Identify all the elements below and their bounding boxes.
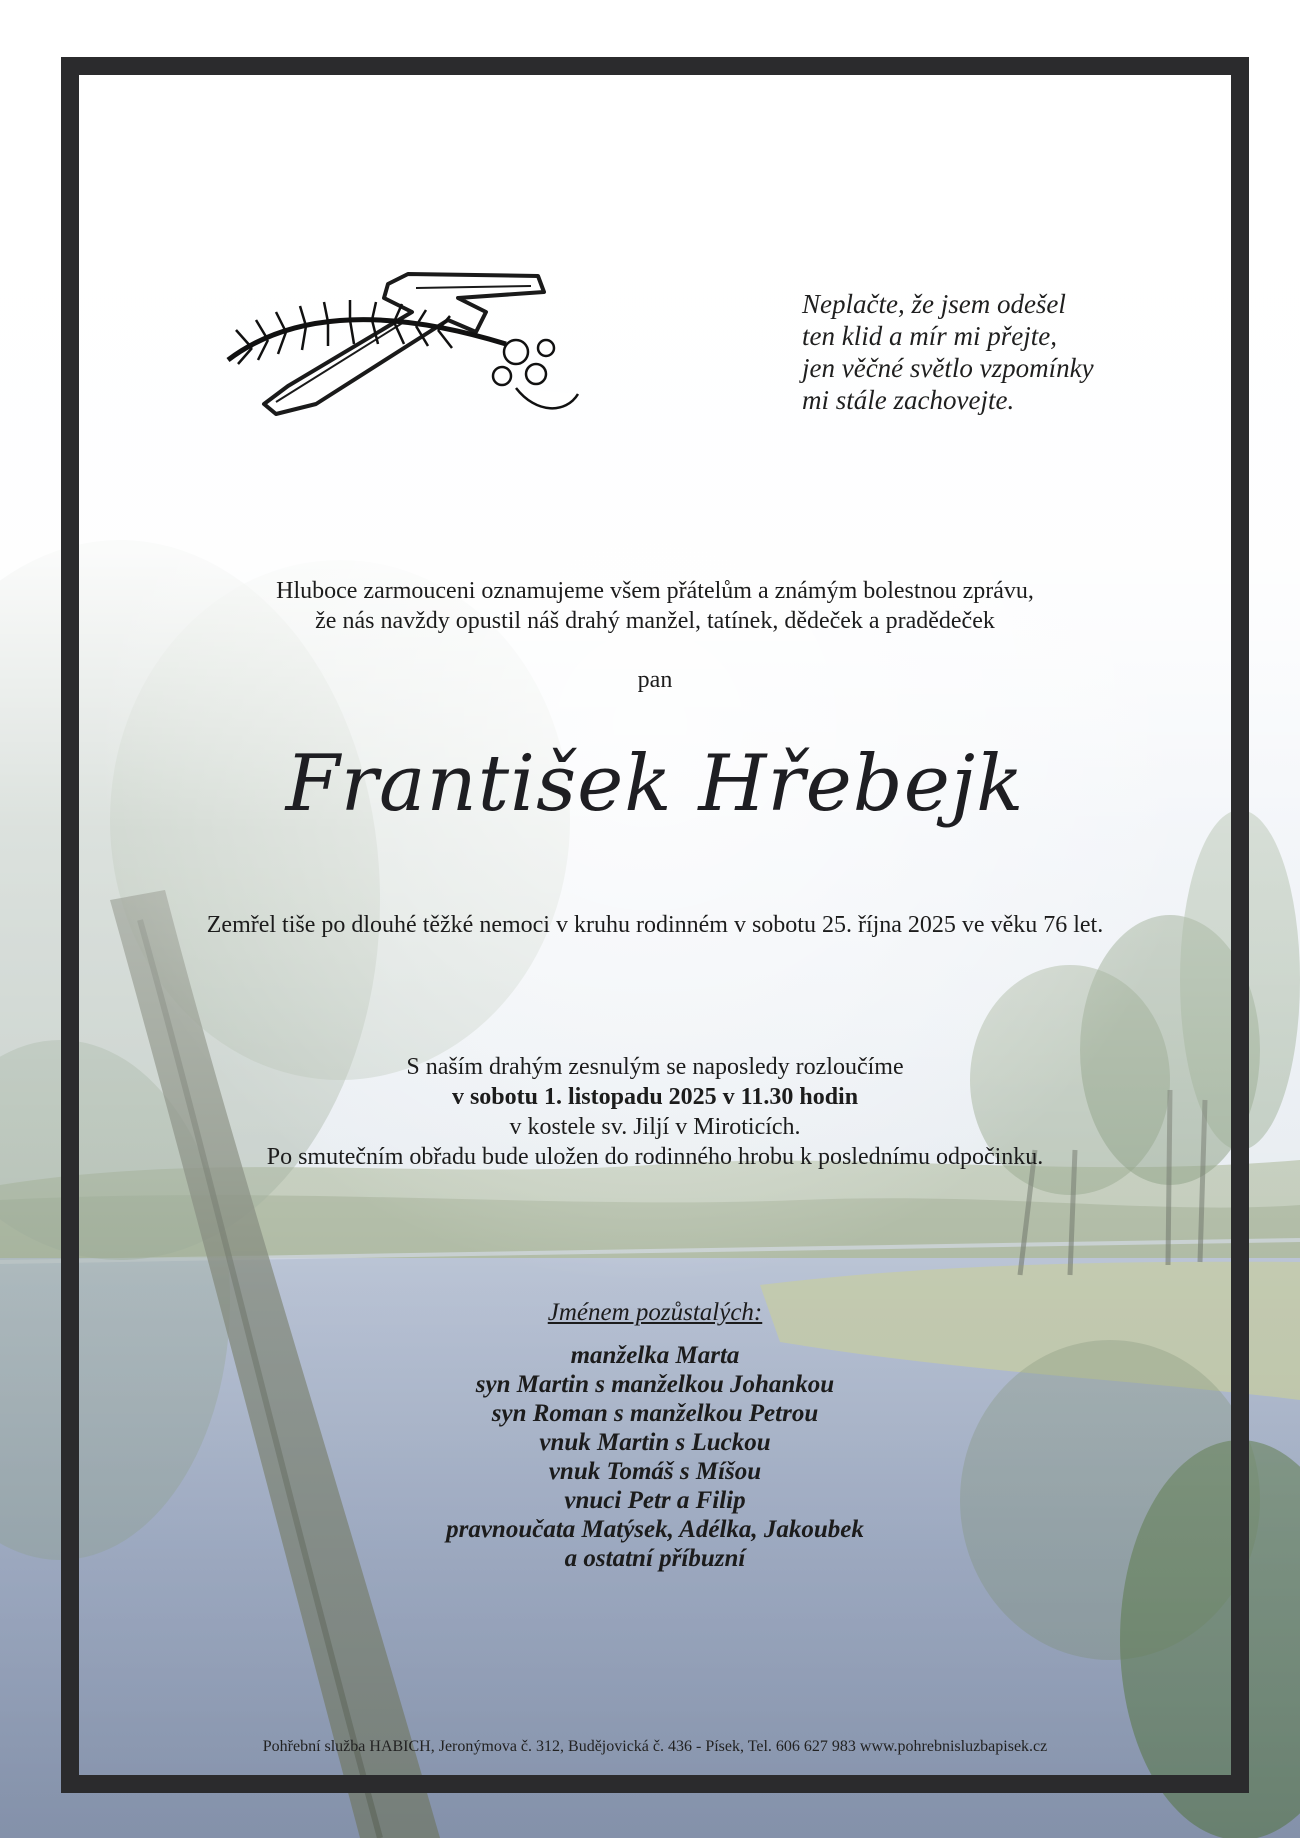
deceased-name: František Hřebejk <box>285 739 1025 829</box>
verse-line: ten klid a mír mi přejte, <box>802 321 1057 351</box>
survivor-item: pravnoučata Matýsek, Adélka, Jakoubek <box>446 1516 864 1543</box>
survivor-item: vnuci Petr a Filip <box>564 1487 746 1514</box>
farewell-details <box>61 1052 1249 1172</box>
verse-line: mi stále zachovejte. <box>802 385 1015 415</box>
intro-line: Hluboce zarmouceni oznamujeme všem přátelům a známým bolestnou zprávu, <box>276 578 1034 604</box>
ceremony-datetime: v sobotu 1. listopadu 2025 v 11.30 hodin <box>451 1084 859 1110</box>
survivor-item: vnuk Martin s Luckou <box>539 1429 771 1456</box>
survivor-item: syn Martin s manželkou Johankou <box>475 1371 835 1398</box>
memorial-verse <box>802 288 1094 416</box>
announcement-intro <box>61 576 1249 636</box>
survivor-item: syn Roman s manželkou Petrou <box>491 1400 819 1427</box>
funeral-service-footer: Pohřební služba HABICH, Jeronýmova č. 312, Budějovická č. 436 - Písek, Tel. 606 627 983 www.pohrebnisluzbapisek.cz <box>262 1738 1048 1755</box>
survivor-item: vnuk Tomáš s Míšou <box>548 1458 762 1485</box>
survivors-heading: Jménem pozůstalých: <box>547 1299 763 1326</box>
cross-with-palm-branch-icon <box>216 264 602 424</box>
survivors-block <box>61 1298 1249 1573</box>
death-notice: Zemřel tiše po dlouhé těžké nemoci v kruhu rodinném v sobotu 25. října 2025 ve věku 76 let. <box>206 912 1104 938</box>
survivor-item: manželka Marta <box>570 1342 740 1369</box>
survivor-item: a ostatní příbuzní <box>564 1545 746 1572</box>
honorific: pan <box>637 667 673 693</box>
burial-note: Po smutečním obřadu bude uložen do rodinného hrobu k poslednímu odpočinku. <box>266 1144 1044 1170</box>
ceremony-place: v kostele sv. Jiljí v Miroticích. <box>509 1114 801 1140</box>
verse-line: Neplačte, že jsem odešel <box>802 289 1066 319</box>
farewell-line: S naším drahým zesnulým se naposledy rozloučíme <box>406 1054 904 1080</box>
survivors-list <box>61 1341 1249 1573</box>
verse-line: jen věčné světlo vzpomínky <box>802 353 1094 383</box>
intro-line: že nás navždy opustil náš drahý manžel, tatínek, dědeček a pradědeček <box>315 608 995 634</box>
